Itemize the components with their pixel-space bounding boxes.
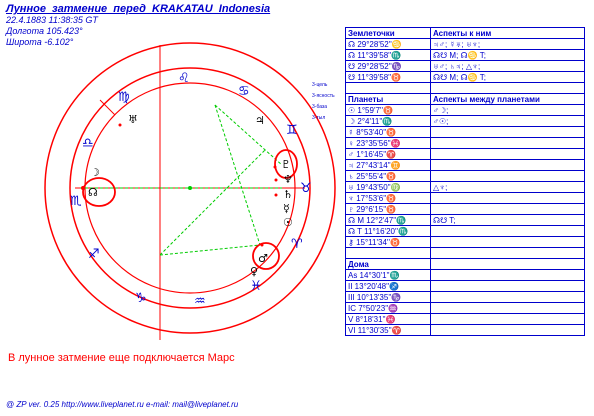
- zodiac-glyph-aquarius: ♒: [194, 294, 206, 309]
- table-row: ☊ 29°28'52''♋ ♃♂; ☿♅; ♅♆;: [346, 39, 585, 50]
- side-label: 3-тыл: [312, 115, 326, 121]
- neptune-icon: ♆: [283, 173, 293, 186]
- side-label: 3-ясность: [312, 93, 335, 99]
- table-row: ☊ 11°39'58''♏ ☊☋ M; ☊♋ T;: [346, 50, 585, 61]
- table-row: IC 7°50'23''♒: [346, 303, 585, 314]
- venus-icon: ♀: [250, 265, 259, 278]
- house-cusp: [100, 100, 115, 115]
- table-row: ☿ 8°53'40''♉: [346, 127, 585, 138]
- center-dot: [188, 186, 192, 190]
- table-row: ⚷ 15°11'34''♉: [346, 237, 585, 248]
- table-row: ♅ 19°43'50''♍ △♆;: [346, 182, 585, 193]
- planet-dot: [275, 179, 278, 182]
- zodiac-glyph-leo: ♌: [178, 71, 190, 86]
- table-header: Аспекты между планетами: [431, 94, 585, 105]
- zodiac-glyph-taurus: ♉: [300, 181, 312, 196]
- table-header: Аспекты к ним: [431, 28, 585, 39]
- chart-header: [6, 4, 270, 48]
- node-icon: ☊: [88, 186, 98, 199]
- sun-icon: ☉: [283, 216, 293, 229]
- zodiac-glyph-cancer: ♋: [238, 84, 250, 99]
- planet-dot: [275, 194, 278, 197]
- table-row: ♄ 25°55'4''♉: [346, 171, 585, 182]
- table-row: ☋ 29°28'52''♑ ♅♂; ♄♃; △♆;: [346, 61, 585, 72]
- table-header: Планеты: [346, 94, 431, 105]
- table-row: III 10°13'35''♑: [346, 292, 585, 303]
- table-row: ☊ T 11°16'20''♏: [346, 226, 585, 237]
- table-row: As 14°30'1''♏: [346, 270, 585, 281]
- table-row: ♂ 1°16'45''♈: [346, 149, 585, 160]
- aspect-line: [215, 105, 260, 245]
- zodiac-glyph-virgo: ♍: [118, 90, 130, 105]
- zodiac-glyph-scorpio: ♏: [70, 194, 82, 209]
- table-row: ♆ 17°53'6''♉: [346, 193, 585, 204]
- pluto-icon: ♇: [281, 158, 291, 171]
- table-header: Дома: [346, 259, 431, 270]
- table-row: ☉ 1°59'7''♉ ♂☽;: [346, 105, 585, 116]
- zodiac-glyph-gemini: ♊: [286, 123, 298, 138]
- uranus-icon: ♅: [128, 113, 138, 126]
- side-labels: [312, 80, 335, 124]
- table-row: II 13°20'48''♐: [346, 281, 585, 292]
- zodiac-glyph-libra: ♎: [82, 136, 94, 151]
- table-row: ☊ M 12°2'47''♏ ☊☋ T;: [346, 215, 585, 226]
- jupiter-icon: ♃: [255, 114, 265, 127]
- zodiac-glyph-sagittarius: ♐: [88, 247, 100, 262]
- mercury-icon: ☿: [283, 202, 290, 215]
- table-row: ♀ 23°35'56''♓: [346, 138, 585, 149]
- table-row: ☽ 2°4'11''♏ ♂☉;: [346, 116, 585, 127]
- planet-dot: [119, 124, 122, 127]
- zodiac-glyph-pisces: ♓: [250, 279, 262, 294]
- chart-datetime: 22.4.1883 11:38:35 GT: [6, 15, 98, 25]
- mars-icon: ♂: [258, 252, 268, 265]
- zodiac-glyph-aries: ♈: [291, 237, 303, 252]
- eclipse-note: В лунное затмение еще подключается Марс: [8, 352, 235, 364]
- footer-credits: @ ZP ver. 0.25 http://www.liveplanet.ru e-mail: mail@liveplanet.ru: [6, 400, 239, 409]
- table-header: Землеточки: [346, 28, 431, 39]
- chart-longitude: Долгота 105.423°: [6, 26, 83, 36]
- table-row: ♇ 29°6'15''♉: [346, 204, 585, 215]
- table-row: ☋ 11°39'58''♉ ☊☋ M; ☊♋ T;: [346, 72, 585, 83]
- side-label: 3-база: [312, 104, 327, 110]
- aspect-line: [160, 245, 260, 255]
- chart-latitude: Широта -6.102°: [6, 37, 74, 47]
- table-row: VI 11°30'35''♈: [346, 325, 585, 336]
- zodiac-glyph-capricorn: ♑: [135, 291, 147, 306]
- table-row: ♃ 27°43'14''♊: [346, 160, 585, 171]
- saturn-icon: ♄: [283, 188, 293, 201]
- side-label: 3-цель: [312, 82, 328, 88]
- data-table: [345, 27, 585, 336]
- chart-title: Лунное_затмение_перед_KRAKATAU_Indonesia: [6, 3, 271, 15]
- moon-icon: ☽: [90, 166, 100, 179]
- table-row: V 8°18'31''♓: [346, 314, 585, 325]
- aspect-line: [160, 150, 265, 255]
